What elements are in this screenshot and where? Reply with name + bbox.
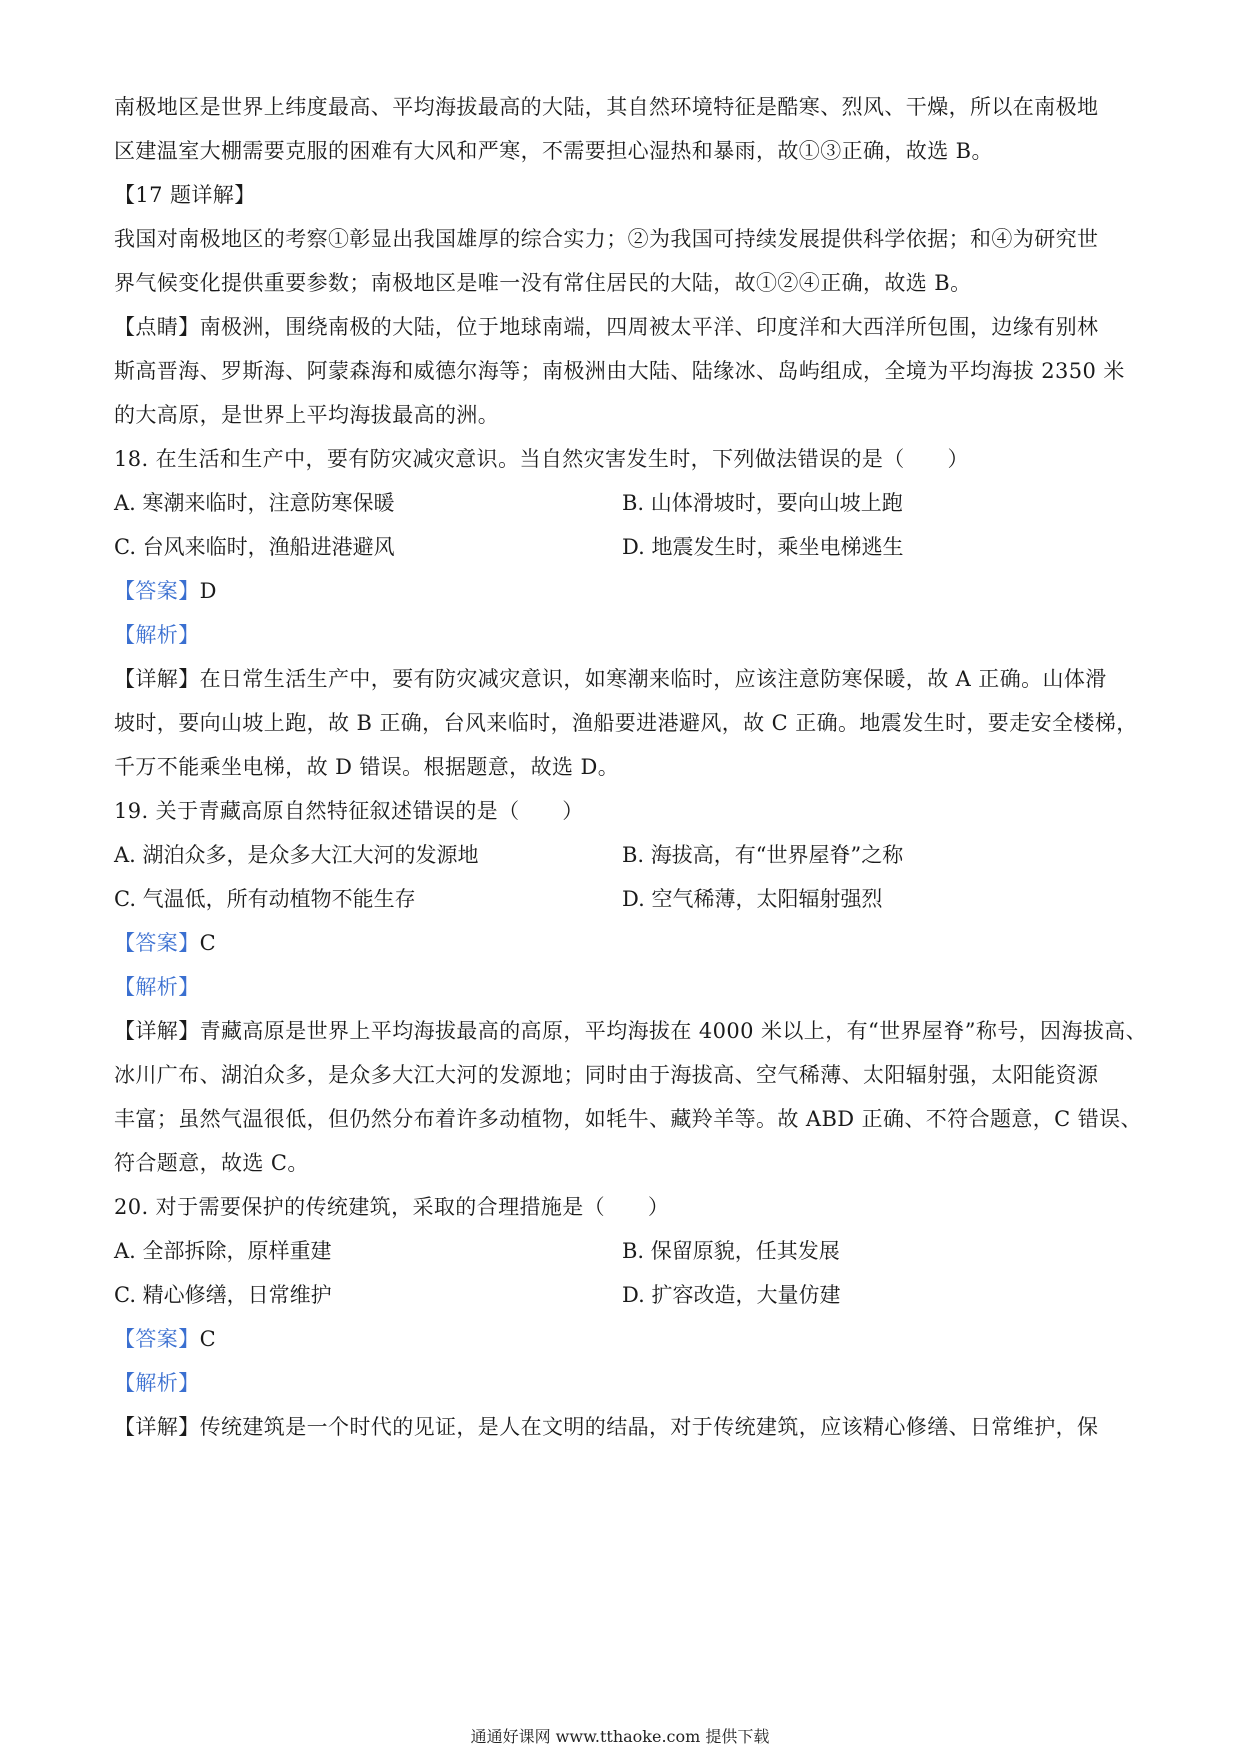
q20-option-c: C. 精心修缮，日常维护	[114, 1283, 332, 1307]
dianjing-line-1: 【点睛】南极洲，围绕南极的大陆，位于地球南端，四周被太平洋、印度洋和大西洋所包围，边缘有别林	[114, 315, 1099, 339]
dianjing-line-3: 的大高原，是世界上平均海拔最高的洲。	[114, 403, 500, 427]
prev-text-line-1: 南极地区是世界上纬度最高、平均海拔最高的大陆，其自然环境特征是酷寒、烈风、干燥，所以在南极地	[114, 95, 1099, 119]
q19-option-d: D. 空气稀薄，太阳辐射强烈	[622, 887, 883, 911]
q19-analysis-label: 【解析】	[114, 975, 200, 999]
q20-option-d: D. 扩容改造，大量仿建	[622, 1283, 841, 1307]
q18-detail-line-3: 千万不能乘坐电梯，故 D 错误。根据题意，故选 D。	[114, 755, 620, 779]
q20-answer-label: 【答案】	[114, 1327, 200, 1351]
q20-stem: 20. 对于需要保护的传统建筑，采取的合理措施是（ ）	[114, 1195, 670, 1219]
q20-analysis-label: 【解析】	[114, 1371, 200, 1395]
q18-answer-label: 【答案】	[114, 579, 200, 603]
q18-detail-line-2: 坡时，要向山坡上跑，故 B 正确，台风来临时，渔船要进港避风，故 C 正确。地震发生时，要走安全楼梯，	[114, 711, 1138, 735]
q19-answer-row	[114, 928, 1134, 958]
q18-answer-row	[114, 576, 1134, 606]
q20-answer-row	[114, 1324, 1134, 1354]
q18-analysis-label: 【解析】	[114, 623, 200, 647]
q19-detail-line-4: 符合题意，故选 C。	[114, 1151, 309, 1175]
q19-detail-line-1: 【详解】青藏高原是世界上平均海拔最高的高原，平均海拔在 4000 米以上，有“世界屋脊”称号，因海拔高、	[114, 1019, 1148, 1043]
q19-answer: C	[199, 931, 217, 955]
dianjing-line-2: 斯高晋海、罗斯海、阿蒙森海和威德尔海等；南极洲由大陆、陆缘冰、岛屿组成，全境为平均海拔 2350 米	[114, 359, 1125, 383]
q18-option-d: D. 地震发生时，乘坐电梯逃生	[622, 535, 904, 559]
q17-text-line-2: 界气候变化提供重要参数；南极地区是唯一没有常住居民的大陆，故①②④正确，故选 B。	[114, 271, 972, 295]
q20-answer: C	[199, 1327, 217, 1351]
q17-text-line-1: 我国对南极地区的考察①彰显出我国雄厚的综合实力；②为我国可持续发展提供科学依据；和④为研究世	[114, 227, 1099, 251]
q20-detail-line-1: 【详解】传统建筑是一个时代的见证，是人在文明的结晶，对于传统建筑，应该精心修缮、日常维护，保	[114, 1415, 1099, 1439]
q18-answer: D	[199, 579, 217, 603]
q17-heading: 【17 题详解】	[114, 183, 256, 207]
q20-option-b: B. 保留原貌，任其发展	[622, 1239, 840, 1263]
q18-option-c: C. 台风来临时，渔船进港避风	[114, 535, 395, 559]
prev-text-line-2: 区建温室大棚需要克服的困难有大风和严寒，不需要担心湿热和暴雨，故①③正确，故选 B。	[114, 139, 993, 163]
q18-detail-line-1: 【详解】在日常生活生产中，要有防灾减灾意识，如寒潮来临时，应该注意防寒保暖，故 A 正确。山体滑	[114, 667, 1107, 691]
q18-stem: 18. 在生活和生产中，要有防灾减灾意识。当自然灾害发生时，下列做法错误的是（ ）	[114, 447, 969, 471]
q19-detail-line-2: 冰川广布、湖泊众多，是众多大江大河的发源地；同时由于海拔高、空气稀薄、太阳辐射强，太阳能资源	[114, 1063, 1099, 1087]
q19-answer-label: 【答案】	[114, 931, 200, 955]
footer-source: 通通好课网 www.tthaoke.com 提供下载	[470, 1727, 770, 1746]
q19-stem: 19. 关于青藏高原自然特征叙述错误的是（ ）	[114, 799, 584, 823]
q19-detail-line-3: 丰富；虽然气温很低，但仍然分布着许多动植物，如牦牛、藏羚羊等。故 ABD 正确、不符合题意，C 错误、	[114, 1107, 1142, 1131]
q19-option-a: A. 湖泊众多，是众多大江大河的发源地	[114, 843, 479, 867]
q20-option-a: A. 全部拆除，原样重建	[114, 1239, 332, 1263]
q19-option-c: C. 气温低，所有动植物不能生存	[114, 887, 416, 911]
q19-option-b: B. 海拔高，有“世界屋脊”之称	[622, 843, 904, 867]
q18-option-a: A. 寒潮来临时，注意防寒保暖	[114, 491, 395, 515]
q18-option-b: B. 山体滑坡时，要向山坡上跑	[622, 491, 903, 515]
